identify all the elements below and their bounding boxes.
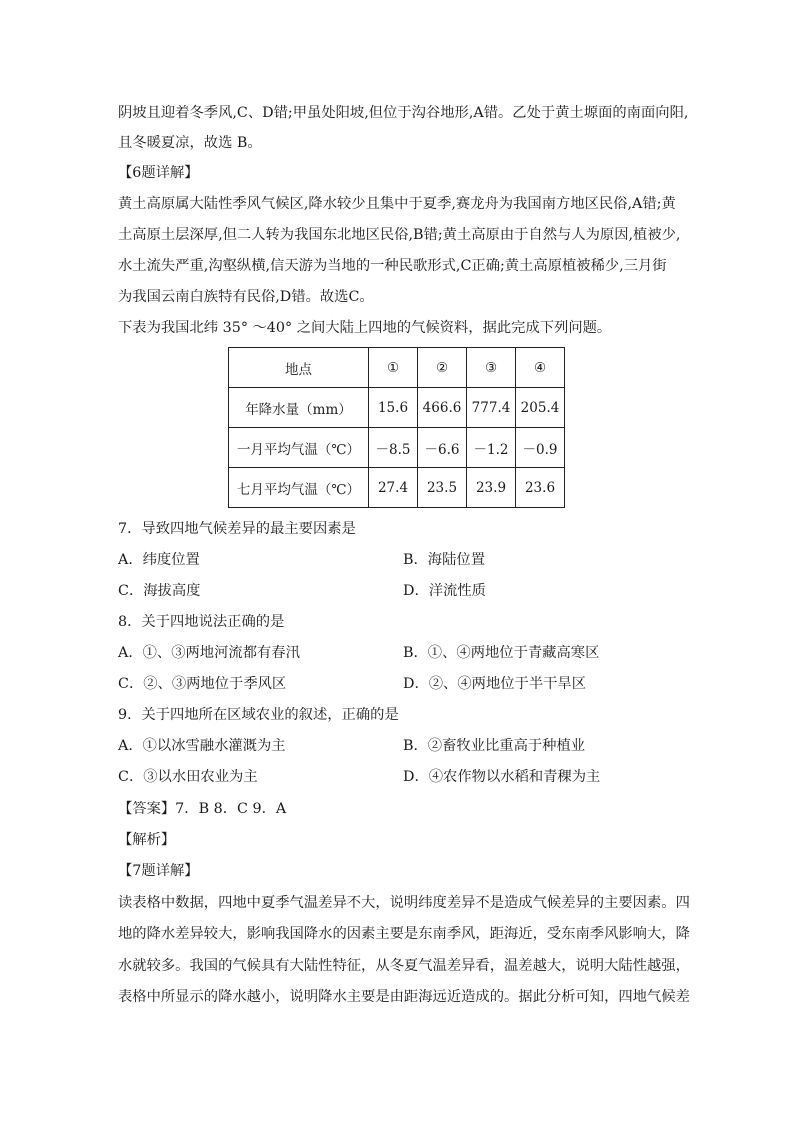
table-cell: 27.4 xyxy=(369,468,418,508)
table-header-row xyxy=(229,348,565,388)
option-8d: D．②、④两地位于半干旱区 xyxy=(403,676,587,692)
text-line: 阴坡且迎着冬季风,C、D错;甲虽处阳坡,但位于沟谷地形,A错。乙处于黄土塬面的南面向阳, xyxy=(118,105,689,121)
table-cell: 777.4 xyxy=(467,388,516,428)
analysis-heading: 【解析】 xyxy=(118,832,176,848)
option-7a: A．纬度位置 xyxy=(118,552,200,568)
climate-table xyxy=(228,347,565,508)
text-line: 地的降水差异较大，影响我国降水的因素主要是东南季风，距海近，受东南季风影响大，降 xyxy=(118,926,690,942)
table-cell: －8.5 xyxy=(369,428,418,468)
option-7b: B．海陆位置 xyxy=(403,552,485,568)
option-9d: D．④农作物以水稻和青稞为主 xyxy=(403,769,601,785)
table-cell: 23.9 xyxy=(467,468,516,508)
table-cell: 466.6 xyxy=(418,388,467,428)
table-header-cell: ② xyxy=(418,348,467,388)
row-label: 年降水量（mm） xyxy=(229,388,369,428)
section-heading: 【7题详解】 xyxy=(118,863,199,879)
option-9b: B．②畜牧业比重高于种植业 xyxy=(403,738,586,754)
table-cell: 23.6 xyxy=(516,468,565,508)
text-line: 为我国云南白族特有民俗,D错。故选C。 xyxy=(118,289,374,305)
table-row xyxy=(229,468,565,508)
table-cell: 23.5 xyxy=(418,468,467,508)
option-7d: D．洋流性质 xyxy=(403,583,486,599)
question-stem-7: 7．导致四地气候差异的最主要因素是 xyxy=(118,521,356,537)
option-9a: A．①以冰雪融水灌溉为主 xyxy=(118,738,286,754)
table-cell: －6.6 xyxy=(418,428,467,468)
question-stem-8: 8．关于四地说法正确的是 xyxy=(118,614,285,630)
answer-line: 【答案】7．B 8．C 9．A xyxy=(118,801,287,817)
row-label: 七月平均气温（℃） xyxy=(229,468,369,508)
option-7c: C．海拔高度 xyxy=(118,583,201,599)
table-row xyxy=(229,388,565,428)
table-header-cell: ③ xyxy=(467,348,516,388)
text-line: 水就较多。我国的气候具有大陆性特征，从冬夏气温差异看，温差越大，说明大陆性越强， xyxy=(118,958,690,974)
table-header-cell: 地点 xyxy=(229,348,369,388)
table-header-cell: ① xyxy=(369,348,418,388)
table-header-cell: ④ xyxy=(516,348,565,388)
text-line: 土高原土层深厚,但二人转为我国东北地区民俗,B错;黄土高原由于自然与人为原因,植被少, xyxy=(118,227,681,243)
question-stem-9: 9．关于四地所在区域农业的叙述，正确的是 xyxy=(118,707,399,723)
text-line: 表格中所显示的降水越小，说明降水主要是由距海远近造成的。据此分析可知，四地气候差 xyxy=(118,989,690,1005)
option-8c: C．②、③两地位于季风区 xyxy=(118,676,287,692)
section-heading: 【6题详解】 xyxy=(118,165,199,181)
text-line: 黄土高原属大陆性季风气候区,降水较少且集中于夏季,赛龙舟为我国南方地区民俗,A错;黄 xyxy=(118,196,676,212)
option-8a: A．①、③两地河流都有春汛 xyxy=(118,645,300,661)
option-9c: C．③以水田农业为主 xyxy=(118,769,258,785)
option-8b: B．①、④两地位于青藏高寒区 xyxy=(403,645,600,661)
table-row xyxy=(229,428,565,468)
table-cell: 205.4 xyxy=(516,388,565,428)
text-line: 读表格中数据，四地中夏季气温差异不大，说明纬度差异不是造成气候差异的主要因素。四 xyxy=(118,895,690,911)
row-label: 一月平均气温（℃） xyxy=(229,428,369,468)
text-line: 且冬暖夏凉，故选 B。 xyxy=(118,135,262,151)
table-intro: 下表为我国北纬 35° ～40° 之间大陆上四地的气候资料，据此完成下列问题。 xyxy=(118,320,612,336)
text-line: 水土流失严重,沟壑纵横,信天游为当地的一种民歌形式,C正确;黄土高原植被稀少,三月街 xyxy=(118,258,667,274)
table-cell: －0.9 xyxy=(516,428,565,468)
table-cell: 15.6 xyxy=(369,388,418,428)
table-cell: －1.2 xyxy=(467,428,516,468)
